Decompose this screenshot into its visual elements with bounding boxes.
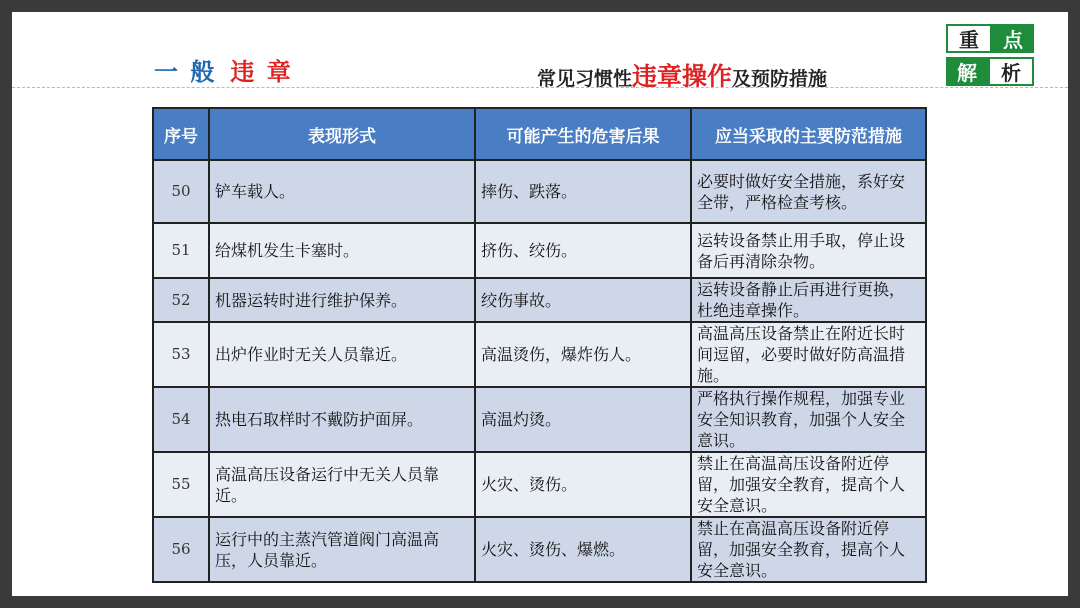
row-number: 54 [153,387,209,452]
row-form: 出炉作业时无关人员靠近。 [209,322,475,387]
row-number: 50 [153,160,209,223]
row-form: 运行中的主蒸汽管道阀门高温高压，人员靠近。 [209,517,475,582]
row-form: 铲车载人。 [209,160,475,223]
badge-char-3: 解 [946,57,988,86]
row-harm: 火灾、烫伤。 [475,452,691,517]
row-form: 机器运转时进行维护保养。 [209,278,475,322]
title-part-general: 一 般 [154,58,217,86]
row-harm: 绞伤事故。 [475,278,691,322]
row-form: 高温高压设备运行中无关人员靠近。 [209,452,475,517]
table-header-row [153,108,926,160]
key-analysis-badge [946,24,1034,86]
header-form: 表现形式 [209,108,475,160]
row-harm: 挤伤、绞伤。 [475,223,691,278]
table-row [153,387,926,452]
row-measure: 运转设备禁止用手取，停止设备后再清除杂物。 [691,223,926,278]
badge-char-4: 析 [988,57,1034,86]
table-row [153,517,926,582]
header-harm: 可能产生的危害后果 [475,108,691,160]
row-measure: 高温高压设备禁止在附近长时间逗留，必要时做好防高温措施。 [691,322,926,387]
row-measure: 禁止在高温高压设备附近停留，加强安全教育，提高个人安全意识。 [691,517,926,582]
row-form: 热电石取样时不戴防护面屏。 [209,387,475,452]
row-number: 56 [153,517,209,582]
row-measure: 运转设备静止后再进行更换，杜绝违章操作。 [691,278,926,322]
table-row [153,322,926,387]
violation-table [152,107,927,583]
title-part-violation: 违 章 [230,58,293,86]
row-number: 52 [153,278,209,322]
badge-char-1: 重 [946,24,992,53]
badge-char-2: 点 [992,24,1034,53]
row-form: 给煤机发生卡塞时。 [209,223,475,278]
subtitle-before: 常见习惯性 [537,68,633,90]
slide-title [154,52,293,87]
row-number: 53 [153,322,209,387]
slide [12,12,1068,596]
subtitle-after: 及预防措施 [732,68,828,90]
row-measure: 严格执行操作规程，加强专业安全知识教育，加强个人安全意识。 [691,387,926,452]
row-measure: 必要时做好安全措施，系好安全带，严格检查考核。 [691,160,926,223]
row-harm: 火灾、烫伤、爆燃。 [475,517,691,582]
header-divider [12,87,1068,88]
row-number: 55 [153,452,209,517]
header-measure: 应当采取的主要防范措施 [691,108,926,160]
table-row [153,223,926,278]
table-row [153,452,926,517]
row-measure: 禁止在高温高压设备附近停留，加强安全教育，提高个人安全意识。 [691,452,926,517]
table-row [153,160,926,223]
row-harm: 摔伤、跌落。 [475,160,691,223]
table-row [153,278,926,322]
header-number: 序号 [153,108,209,160]
row-harm: 高温灼烫。 [475,387,691,452]
row-number: 51 [153,223,209,278]
subtitle-highlight: 违章操作 [632,62,733,91]
row-harm: 高温烫伤，爆炸伤人。 [475,322,691,387]
